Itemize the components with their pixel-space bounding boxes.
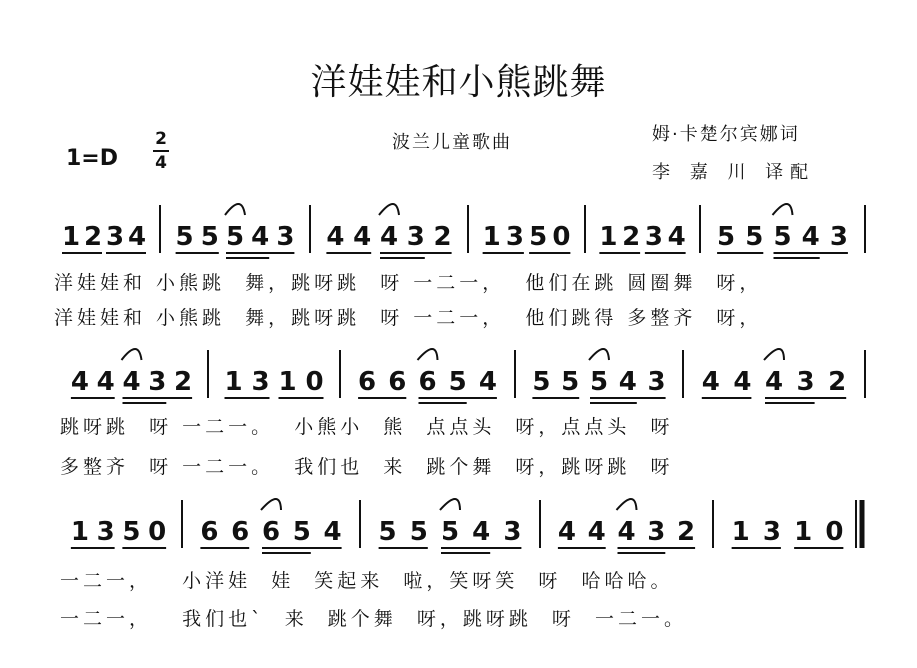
note-digit: 5 (561, 367, 580, 397)
note-digit: 5 (409, 517, 428, 547)
note-digit: 0 (305, 367, 324, 397)
note-digit: 3 (406, 222, 425, 252)
lyricist-credit: 姆·卡楚尔宾娜词 (652, 124, 800, 145)
note-digit: 1 (599, 222, 618, 252)
note-digit: 3 (762, 517, 781, 547)
note-digit: 3 (644, 222, 663, 252)
slur-arc (379, 204, 399, 215)
note-digit: 1 (70, 517, 89, 547)
note-digit: 4 (379, 222, 399, 252)
note-digit: 0 (825, 517, 844, 547)
slur-arc (418, 349, 438, 360)
lyric-line-1-verse-2: 洋娃娃和 小熊跳 舞，跳呀跳 呀 一二一， 他们跳得 多整齐 呀， (54, 307, 763, 329)
note-digit: 2 (622, 222, 641, 252)
note-digit: 4 (733, 367, 752, 397)
note-digit: 6 (418, 367, 437, 397)
lyric-line-2-verse-1: 跳呀跳 呀 一二一。 小熊小 熊 点点头 呀，点点头 呀 (60, 416, 674, 438)
note-digit: 4 (127, 222, 147, 252)
note-digit: 1 (224, 367, 243, 397)
note-digit: 4 (667, 222, 686, 252)
note-digit: 0 (148, 517, 167, 547)
slur-arc (764, 349, 784, 360)
time-signature-bottom: 4 (155, 153, 167, 173)
time-signature-top: 2 (155, 129, 167, 149)
note-digit: 3 (251, 367, 270, 397)
note-digit: 5 (773, 222, 792, 252)
note-digit: 3 (647, 517, 666, 547)
note-digit: 4 (701, 367, 720, 397)
note-digit: 3 (148, 367, 167, 397)
note-digit: 3 (796, 367, 815, 397)
note-digit: 1 (278, 367, 297, 397)
lyric-line-3-verse-1: 一二一， 小洋娃 娃 笑起来 啦，笑呀笑 呀 哈哈哈。 (60, 570, 674, 592)
note-digit: 1 (482, 222, 501, 252)
note-digit: 4 (472, 517, 491, 547)
note-digit: 2 (174, 367, 193, 397)
slur-arc (440, 499, 460, 510)
note-digit: 5 (532, 367, 551, 397)
note-digit: 5 (292, 517, 311, 547)
slur-arc (773, 204, 793, 215)
note-digit: 4 (251, 222, 270, 252)
note-digit: 1 (61, 222, 81, 252)
slur-arc (261, 499, 281, 510)
note-digit: 3 (829, 222, 848, 252)
note-digit: 4 (326, 222, 345, 252)
note-digit: 4 (617, 517, 636, 547)
note-digit: 5 (589, 367, 609, 397)
note-digit: 5 (440, 517, 460, 547)
note-digit: 3 (96, 517, 115, 547)
note-digit: 4 (96, 367, 115, 397)
note-digit: 4 (70, 367, 89, 397)
note-digit: 5 (175, 222, 194, 252)
note-digit: 0 (552, 222, 571, 252)
note-digit: 2 (677, 517, 696, 547)
note-digit: 4 (353, 222, 372, 252)
note-digit: 3 (647, 367, 666, 397)
slur-arc (617, 499, 637, 510)
note-digit: 6 (200, 517, 219, 547)
note-digit: 3 (276, 222, 295, 252)
translator-credit: 李 嘉 川 译配 (652, 162, 816, 183)
note-digit: 2 (433, 222, 452, 252)
note-digit: 4 (323, 517, 342, 547)
note-digit: 5 (717, 222, 736, 252)
note-digit: 5 (225, 222, 245, 252)
note-digit: 6 (231, 517, 250, 547)
note-digit: 3 (505, 222, 524, 252)
note-digit: 2 (828, 367, 847, 397)
note-digit: 4 (587, 517, 606, 547)
note-digit: 6 (358, 367, 377, 397)
note-digit: 5 (745, 222, 764, 252)
note-digit: 1 (794, 517, 813, 547)
note-digit: 3 (105, 222, 125, 252)
note-digit: 2 (83, 222, 103, 252)
note-digit: 5 (200, 222, 219, 252)
note-digit: 5 (122, 517, 141, 547)
song-origin: 波兰儿童歌曲 (392, 132, 512, 153)
song-title: 洋娃娃和小熊跳舞 (310, 62, 607, 103)
note-digit: 4 (122, 367, 141, 397)
note-digit: 3 (503, 517, 522, 547)
note-digit: 5 (448, 367, 467, 397)
note-digit: 6 (261, 517, 281, 547)
note-digit: 4 (618, 367, 637, 397)
lyric-line-2-verse-2: 多整齐 呀 一二一。 我们也 来 跳个舞 呀，跳呀跳 呀 (60, 456, 674, 478)
note-digit: 5 (378, 517, 397, 547)
lyric-line-1-verse-1: 洋娃娃和 小熊跳 舞，跳呀跳 呀 一二一， 他们在跳 圆圈舞 呀， (54, 272, 763, 294)
note-digit: 6 (388, 367, 407, 397)
note-digit: 4 (764, 367, 784, 397)
note-digit: 4 (557, 517, 576, 547)
slur-arc (122, 349, 142, 360)
slur-arc (225, 204, 245, 215)
slur-arc (589, 349, 609, 360)
key-signature: 1=D (66, 146, 119, 171)
note-digit: 4 (478, 367, 497, 397)
note-digit: 5 (529, 222, 548, 252)
note-digit: 4 (801, 222, 820, 252)
lyric-line-3-verse-2: 一二一， 我们也` 来 跳个舞 呀，跳呀跳 呀 一二一。 (60, 608, 688, 630)
note-digit: 1 (731, 517, 750, 547)
